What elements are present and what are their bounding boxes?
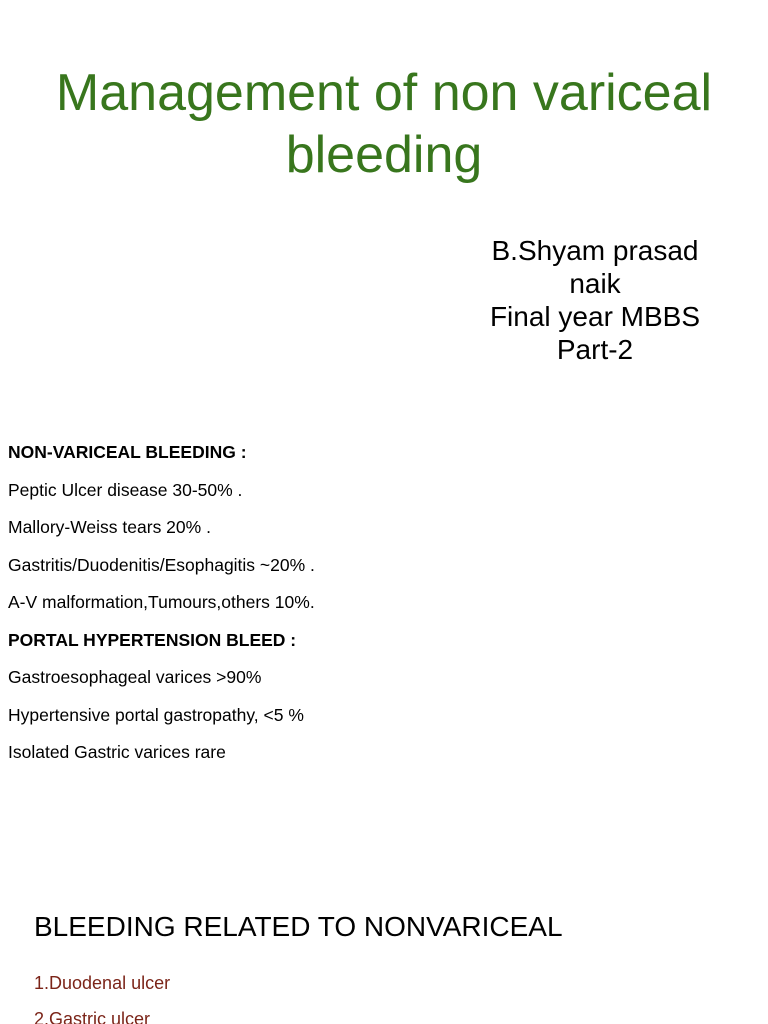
list-item: Peptic Ulcer disease 30-50% . <box>8 479 243 500</box>
list-item: Hypertensive portal gastropathy, <5 % <box>8 704 304 725</box>
list-item: A-V malformation,Tumours,others 10%. <box>8 592 315 612</box>
slide-title <box>0 0 768 395</box>
slide-causes <box>0 420 768 800</box>
list-item: Isolated Gastric varices rare <box>8 742 226 762</box>
list-item: Gastroesophageal varices >90% <box>8 667 262 687</box>
list-item: Gastritis/Duodenitis/Esophagitis ~20% . <box>8 554 315 575</box>
author-line: B.Shyam prasad <box>491 235 699 266</box>
list-item: 2.Gastric ulcer <box>34 1009 151 1024</box>
section-heading-nonvariceal: NON-VARICEAL BLEEDING : <box>8 442 247 462</box>
slide-heading: BLEEDING RELATED TO NONVARICEAL <box>34 911 563 942</box>
author-line: naik <box>569 268 621 299</box>
list-item: 1.Duodenal ulcer <box>34 973 171 993</box>
page-title: Management of non variceal bleeding <box>55 64 713 184</box>
causes-list <box>8 442 315 780</box>
author-line: Part-2 <box>556 334 634 365</box>
author-line: Final year MBBS <box>489 301 701 332</box>
numbered-list <box>34 972 170 1024</box>
section-heading-portal-hypertension: PORTAL HYPERTENSION BLEED : <box>8 629 297 650</box>
slide-nonvariceal-causes <box>0 880 768 1024</box>
list-item: Mallory-Weiss tears 20% . <box>8 517 211 537</box>
author-block <box>445 234 745 366</box>
